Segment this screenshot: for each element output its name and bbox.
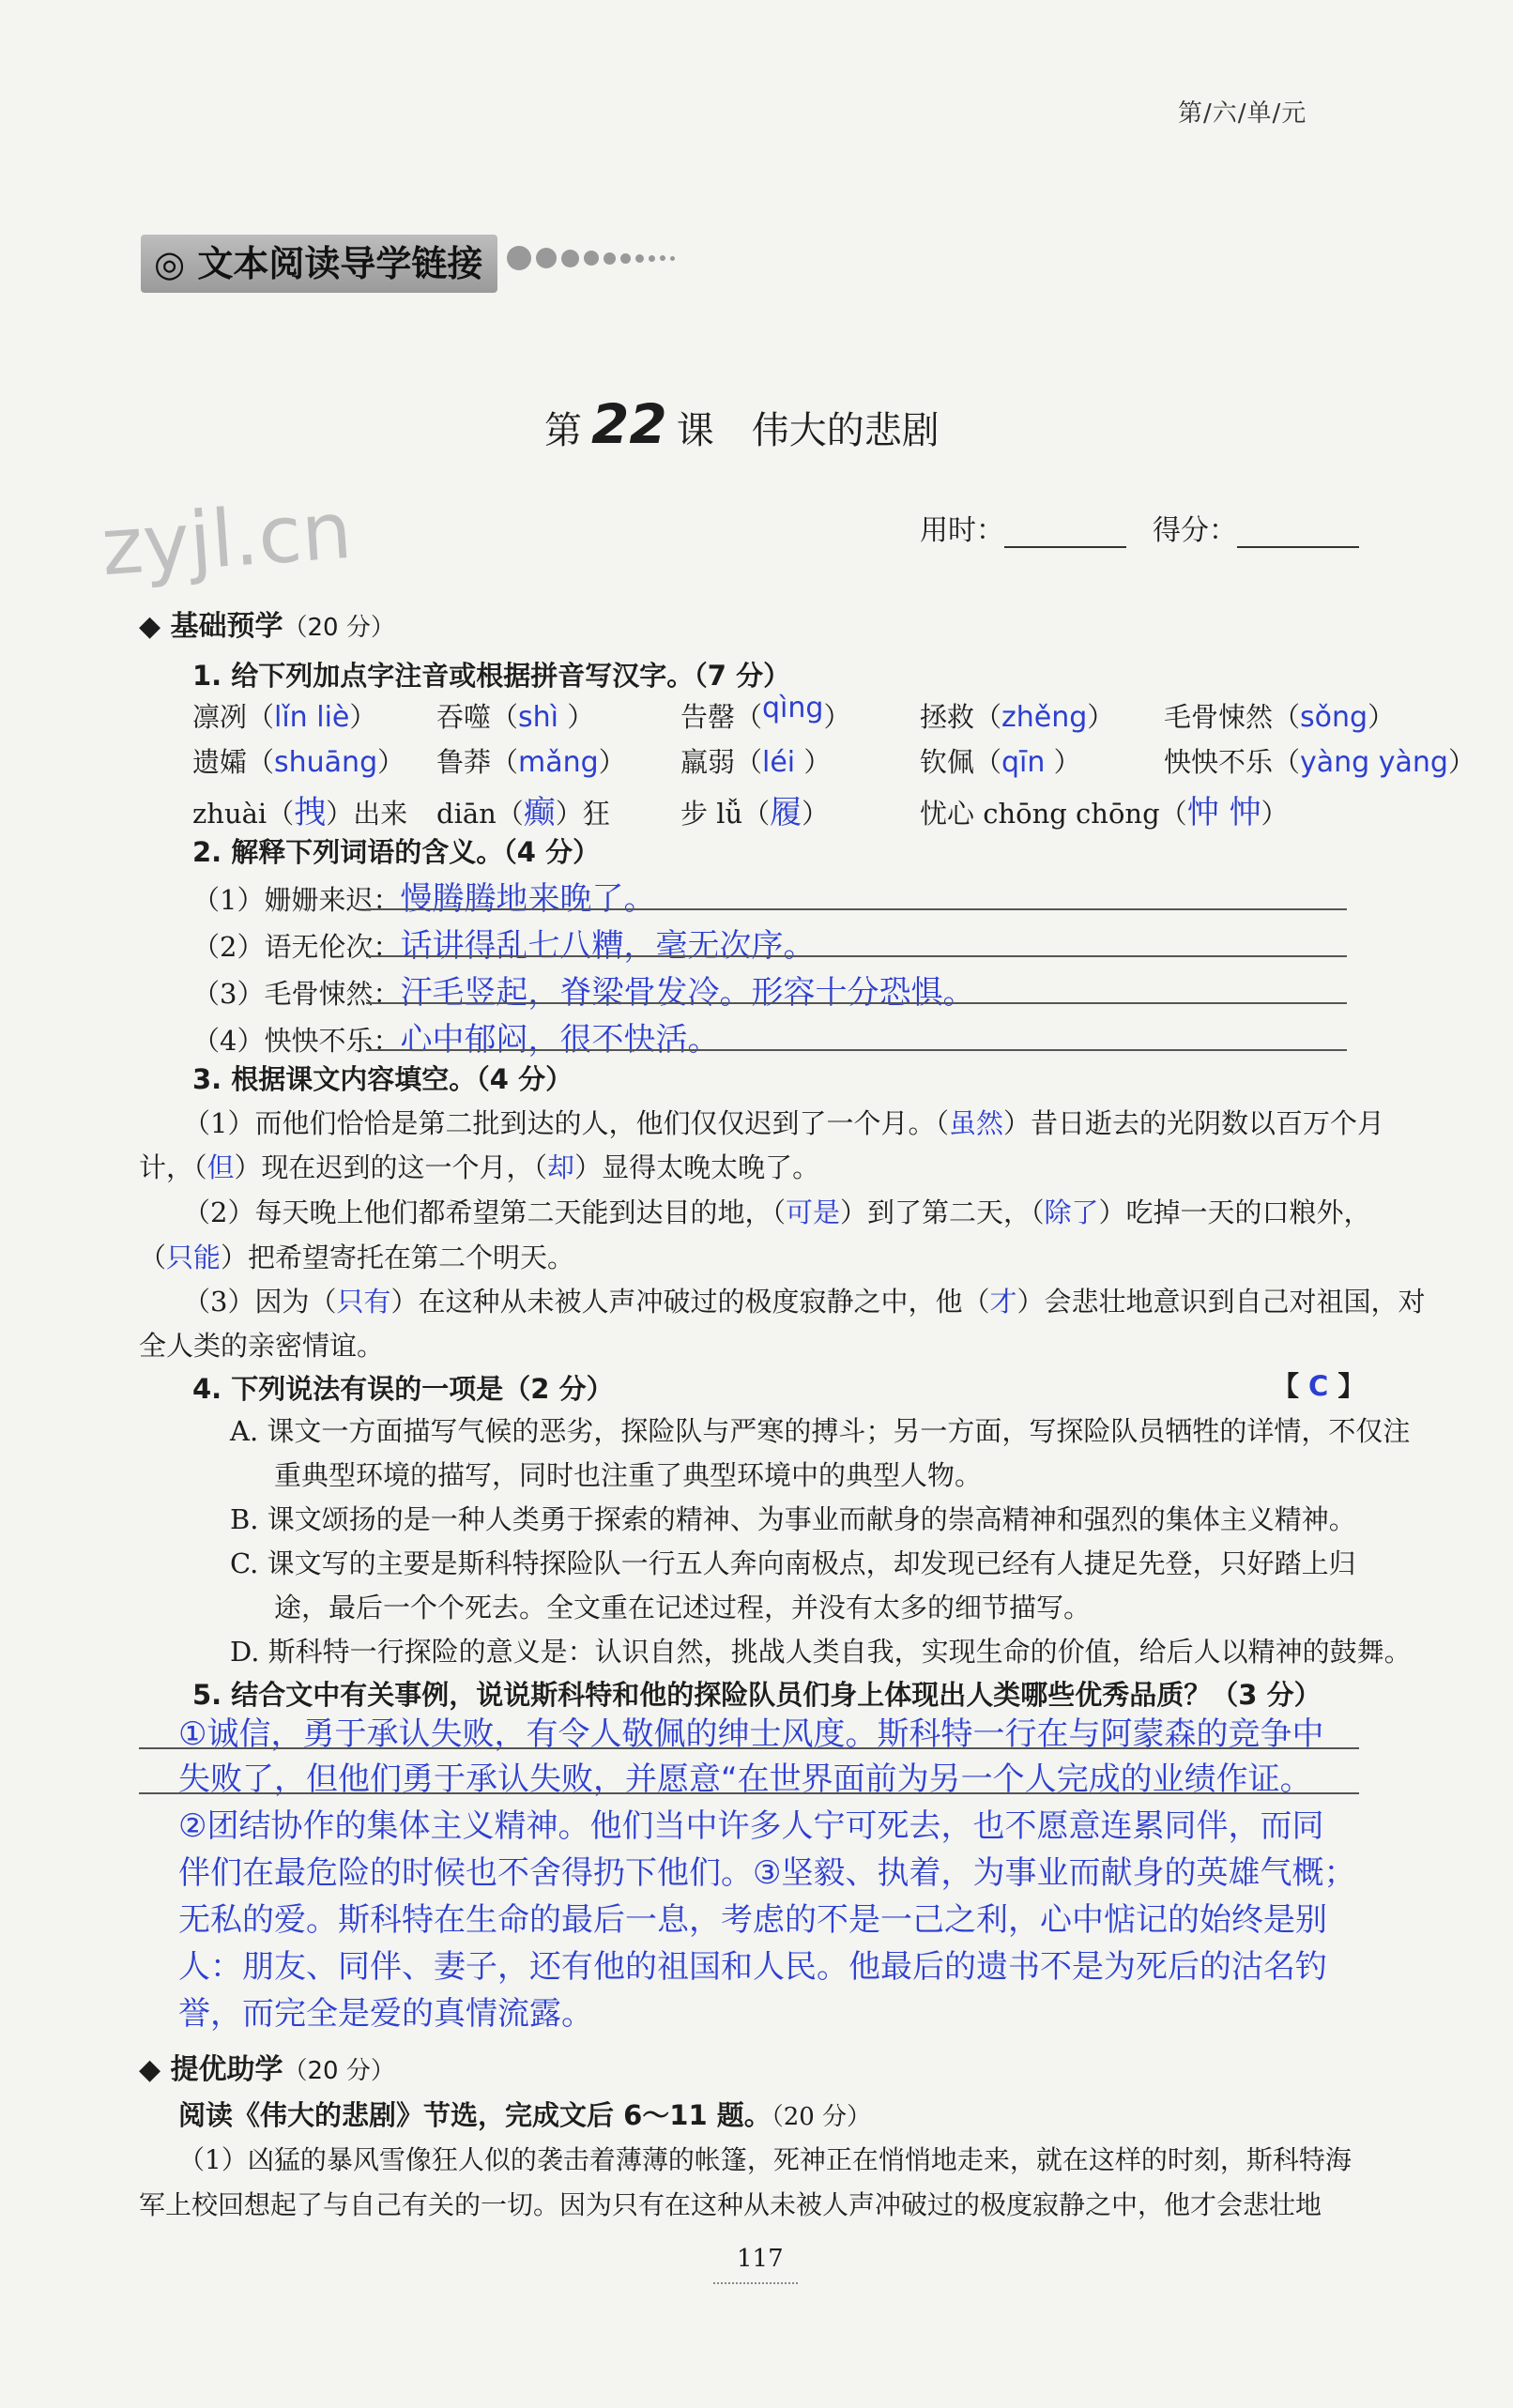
q1-answer: qīn — [1001, 746, 1046, 779]
reading-intro-score: （20 分） — [771, 2103, 872, 2131]
answer-line — [366, 1049, 1347, 1051]
section2-title: 提优助学 — [170, 2053, 283, 2086]
reading-intro-text: 阅读《伟大的悲剧》节选，完成文后 6～11 题。 — [178, 2099, 772, 2131]
q1-answer: léi — [762, 746, 796, 779]
q5-answer-line: 伴们在最危险的时候也不舍得扔下他们。③坚毅、执着，为事业而献身的英雄气概； — [178, 1854, 1356, 1892]
q2-answer: 汗毛竖起，脊梁骨发冷。形容十分恐惧。 — [400, 974, 975, 1012]
reading-line: 军上校回想起了与自己有关的一切。因为只有在这种从未被人声冲破过的极度寂静之中，他才会悲壮地 — [139, 2189, 1322, 2220]
q2-item — [192, 873, 655, 919]
q1-answer: yàng yàng — [1300, 746, 1448, 779]
diamond-icon: ◆ — [139, 610, 171, 643]
q1-item-text: 拯救（ — [920, 701, 1002, 733]
q3-text: ）在这种从未被人声冲破过的极度寂静之中，他（ — [390, 1286, 990, 1318]
section1-title: 基础预学 — [170, 610, 283, 643]
q1-answer: 忡 忡 — [1186, 794, 1261, 831]
q1-item-text: 告罄（ — [680, 701, 763, 733]
q1-close: ） — [1087, 701, 1115, 733]
q1-item — [920, 696, 1114, 735]
q3-text: 全人类的亲密情谊。 — [139, 1330, 385, 1362]
unit-header: 第/六/单/元 — [1178, 99, 1307, 128]
q3-text: 计，（ — [139, 1151, 207, 1183]
q1-item-pre: diān（ — [436, 798, 524, 830]
q1-item-post: ）出来 — [326, 798, 408, 830]
banner-dots-decoration — [507, 246, 680, 270]
q1-item — [1164, 696, 1395, 735]
q5-answer-line: 无私的爱。斯科特在生命的最后一息，考虑的不是一己之利，心中惦记的始终是别 — [178, 1901, 1327, 1939]
q5-title-text: 5. 结合文中有关事例，说说斯科特和他的探险队员们身上体现出人类哪些优秀品质？（3 分） — [192, 1679, 1322, 1711]
q1-close: ） — [377, 746, 405, 778]
q1-close: ） — [795, 746, 832, 778]
lesson-suffix: 课 — [676, 409, 714, 452]
q1-answer: zhěng — [1001, 701, 1088, 734]
q1-item — [1164, 741, 1475, 780]
q1-close: ） — [598, 746, 626, 778]
q4-answer: C — [1308, 1370, 1329, 1402]
q4-option-a-cont: 重典型环境的描写，同时也注重了典型环境中的典型人物。 — [274, 1459, 983, 1491]
q4-option-c: C. 课文写的主要是斯科特探险队一行五人奔向南极点，却发现已经有人捷足先登，只好踏上归 — [230, 1547, 1356, 1579]
q3-answer: 但 — [206, 1151, 235, 1183]
answer-line — [366, 1002, 1347, 1004]
q2-label: （1）姗姗来迟： — [192, 884, 401, 916]
q3-answer: 却 — [547, 1151, 575, 1183]
q1-answer: shì — [518, 701, 558, 734]
q1-close: ） — [1045, 746, 1081, 778]
q1-item — [436, 741, 626, 780]
q5-answer-line: 失败了，但他们勇于承认失败，并愿意“在世界面前为另一个人完成的业绩作证。 — [178, 1760, 1312, 1798]
q1-item-text: 遗孀（ — [192, 746, 275, 778]
q3-text: （3）因为（ — [183, 1286, 337, 1318]
q5-title — [192, 1674, 1322, 1713]
q3-text: （2）每天晚上他们都希望第二天能到达目的地，（ — [183, 1196, 786, 1228]
q5-answer-line: 誉，而完全是爱的真情流露。 — [178, 1995, 593, 2033]
q2-label: （2）语无伦次： — [192, 931, 401, 963]
lesson-title — [544, 392, 940, 456]
q4-answer-bracket — [1272, 1365, 1365, 1404]
q1-item-text: 吞噬（ — [436, 701, 519, 733]
answer-line — [366, 908, 1347, 910]
lesson-number: 22 — [591, 392, 667, 456]
q1-close: ） — [558, 701, 595, 733]
q1-item-post: ） — [1261, 798, 1289, 830]
q1-title — [192, 655, 790, 693]
q2-answer: 话讲得乱七八糟，毫无次序。 — [400, 927, 816, 965]
time-label: 用时： — [920, 514, 1004, 547]
q1-answer: 拽 — [294, 794, 327, 831]
q3-p1-line1 — [183, 1103, 1384, 1141]
q1-item-pre: 步 lǚ（ — [680, 798, 771, 830]
section-advanced-title — [139, 2046, 395, 2087]
q1-answer: sǒng — [1300, 701, 1368, 734]
q1-item — [192, 741, 405, 780]
q3-text: ）到了第二天，（ — [839, 1196, 1045, 1228]
q3-p2-line2 — [139, 1237, 574, 1275]
q2-answer: 慢腾腾地来晚了。 — [400, 880, 656, 918]
q1-item — [680, 786, 829, 832]
q1-close: ） — [1447, 746, 1475, 778]
q1-item-post: ）狂 — [555, 798, 610, 830]
time-field — [920, 507, 1126, 548]
q2-label: （4）怏怏不乐： — [192, 1025, 401, 1057]
q3-text: ）吃掉一天的口粮外， — [1098, 1196, 1371, 1228]
time-blank[interactable] — [1004, 522, 1126, 548]
q1-item — [192, 786, 407, 832]
lesson-prefix: 第 — [544, 409, 582, 452]
q2-title-text: 2. 解释下列词语的含义。（4 分） — [192, 836, 601, 868]
q2-title — [192, 831, 600, 870]
bracket-open: 【 — [1272, 1370, 1300, 1402]
q4-option-a: A. 课文一方面描写气候的恶劣，探险队与严寒的搏斗；另一方面，写探险队员牺牲的详情，不仅注 — [230, 1415, 1411, 1447]
q3-text: （1）而他们恰恰是第二批到达的人，他们仅仅迟到了一个月。（ — [183, 1107, 949, 1139]
q1-item — [436, 786, 610, 832]
q1-answer: 癫 — [523, 794, 556, 831]
q3-answer: 可是 — [785, 1196, 840, 1228]
q2-item — [192, 920, 815, 966]
q3-p3-line1 — [183, 1281, 1426, 1319]
q5-answer-line: 人：朋友、同伴、妻子，还有他的祖国和人民。他最后的遗书不是为死后的沽名钓 — [178, 1948, 1327, 1986]
answer-line — [139, 1792, 1359, 1794]
q3-text: ）会悲壮地意识到自己对祖国，对 — [1016, 1286, 1426, 1318]
q1-item-text: 凛冽（ — [192, 701, 275, 733]
q2-item — [192, 1013, 719, 1059]
page-number: 117 — [737, 2245, 784, 2273]
q3-text: ）现在迟到的这一个月，（ — [234, 1151, 548, 1183]
q1-answer: mǎng — [518, 746, 599, 779]
q1-item-post: ） — [802, 798, 830, 830]
q2-label: （3）毛骨悚然： — [192, 978, 401, 1010]
q1-item — [680, 692, 851, 735]
section-basic-title — [139, 602, 395, 644]
q1-item-text: 羸弱（ — [680, 746, 763, 778]
q3-answer: 只有 — [336, 1286, 391, 1318]
q1-answer: lǐn liè — [274, 701, 350, 734]
score-blank[interactable] — [1237, 522, 1359, 548]
q1-item-text: 毛骨悚然（ — [1164, 701, 1301, 733]
reading-line: （1）凶猛的暴风雪像狂人似的袭击着薄薄的帐篷，死神正在悄悄地走来，就在这样的时刻，斯科特海 — [178, 2144, 1352, 2175]
q3-answer: 除了 — [1044, 1196, 1099, 1228]
score-field — [1153, 507, 1359, 548]
q1-item-text: 怏怏不乐（ — [1164, 746, 1301, 778]
q1-title-text: 1. 给下列加点字注音或根据拼音写汉字。（7 分） — [192, 660, 791, 692]
q3-answer: 才 — [989, 1286, 1017, 1318]
q3-text: ）昔日逝去的光阴数以百万个月 — [1002, 1107, 1384, 1139]
q4-title — [192, 1368, 614, 1407]
q1-item — [920, 786, 1289, 832]
q4-title-text: 4. 下列说法有误的一项是（2 分） — [192, 1373, 614, 1405]
bracket-close: 】 — [1337, 1370, 1366, 1402]
page-number-underline — [713, 2282, 798, 2284]
q5-answer-line: ①诚信，勇于承认失败，有令人敬佩的绅士风度。斯科特一行在与阿蒙森的竞争中 — [178, 1715, 1324, 1753]
q4-option-c-cont: 途，最后一个个死去。全文重在记述过程，并没有太多的细节描写。 — [274, 1592, 1092, 1623]
section1-score: （20 分） — [283, 614, 395, 642]
diamond-icon: ◆ — [139, 2053, 171, 2086]
q3-text: （ — [139, 1242, 167, 1273]
q3-p2-line1 — [183, 1192, 1371, 1230]
watermark: zyjl.cn — [98, 483, 355, 594]
q5-answer-line: ②团结协作的集体主义精神。他们当中许多人宁可死去，也不愿意连累同伴，而同 — [178, 1807, 1324, 1845]
q1-item-text: 钦佩（ — [920, 746, 1002, 778]
answer-line — [139, 1747, 1359, 1749]
q1-item — [192, 696, 376, 735]
section2-score: （20 分） — [283, 2057, 395, 2085]
q1-close: ） — [349, 701, 377, 733]
q3-p3-line2 — [139, 1325, 384, 1364]
q1-answer: qìng — [762, 692, 824, 724]
answer-line — [366, 955, 1347, 957]
q3-answer: 虽然 — [948, 1107, 1003, 1139]
score-label: 得分： — [1153, 514, 1237, 547]
q4-option-b: B. 课文颂扬的是一种人类勇于探索的精神、为事业而献身的崇高精神和强烈的集体主义精神。 — [230, 1503, 1356, 1535]
q3-title — [192, 1059, 573, 1097]
q1-close: ） — [823, 701, 851, 733]
q1-item — [680, 741, 831, 780]
q3-text: ）显得太晚太晚了。 — [574, 1151, 820, 1183]
q3-text: ）把希望寄托在第二个明天。 — [221, 1242, 575, 1273]
q2-answer: 心中郁闷，很不快活。 — [400, 1021, 720, 1059]
q1-item — [920, 741, 1081, 780]
q1-close: ） — [1368, 701, 1396, 733]
q3-title-text: 3. 根据课文内容填空。（4 分） — [192, 1063, 573, 1095]
q3-answer: 只能 — [166, 1242, 222, 1273]
q1-item-pre: 忧心 chōng chōng（ — [920, 798, 1187, 830]
q1-answer: shuāng — [274, 746, 378, 779]
q1-answer: 履 — [770, 794, 802, 831]
q2-item — [192, 967, 974, 1013]
q1-item — [436, 696, 594, 735]
q3-p1-line2 — [139, 1147, 819, 1185]
q1-item-pre: zhuài（ — [192, 798, 295, 830]
q4-option-d: D. 斯科特一行探险的意义是：认识自然，挑战人类自我，实现生命的价值，给后人以精神的鼓舞。 — [230, 1636, 1412, 1668]
reading-intro — [178, 2095, 871, 2133]
lesson-name: 伟大的悲剧 — [751, 409, 940, 452]
q1-item-text: 鲁莽（ — [436, 746, 519, 778]
section-banner: ◎ 文本阅读导学链接 — [141, 235, 497, 293]
